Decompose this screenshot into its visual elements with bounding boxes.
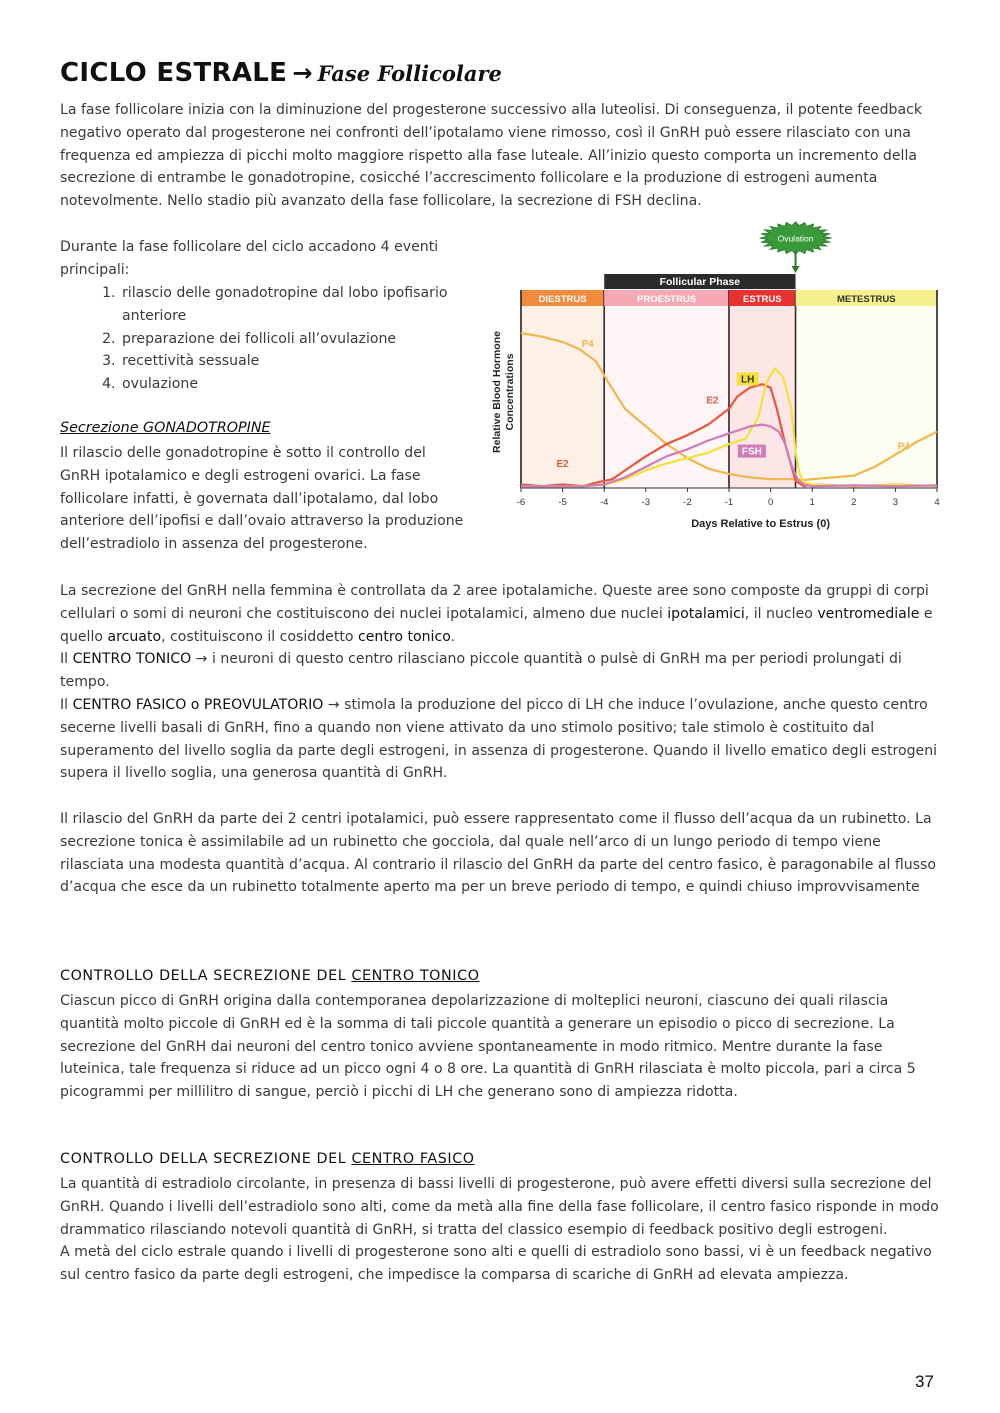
page-number: 37 (915, 1372, 934, 1391)
ovulation-arrowhead (792, 266, 800, 273)
phase-label: METESTRUS (836, 294, 896, 305)
x-tick-label: 0 (767, 497, 774, 508)
fasico-paragraph: La quantità di estradiolo circolante, in presenza di bassi livelli di progesterone, può avere effetti diversi sulla secrezione del GnRH. Quando i livelli dell’estradiolo sono alti, come da metà alla fine della fase follicolare, il centro fasico risponde in modo drammatico rilasciando notevoli quantità di GnRH, si tratta del classico esempio di feedback positivo degli estrogeni. A metà del ciclo estrale quando i livelli di progesterone sono alti e quelli di estradiolo sono bassi, vi è un feedback negativo sul centro fasico da parte degli estrogeni, che impedisce la comparsa di scariche di GnRH ad elevata ampiezza. (60, 1176, 939, 1284)
x-tick-label: -1 (724, 497, 734, 508)
list-item: 1. rilascio delle gonadotropine dal lobo ipofisario anteriore (120, 282, 465, 328)
phase-band (604, 290, 729, 488)
x-tick-label: -3 (641, 497, 651, 508)
phase-label: PROESTRUS (637, 294, 697, 305)
gonadotropine-paragraph: Il rilascio delle gonadotropine è sotto il controllo del GnRH ipotalamico e degli estrogeni ovarici. La fase follicolare infatti, è governata dall’ipotalamo, dal lobo anteriore dell’ipofisi e dall’ovaio attraverso la produzione dell’estradiolo in assenza del progesterone. (60, 445, 464, 553)
series-label-lh: LH (741, 374, 755, 386)
series-label-e2: E2 (706, 395, 719, 407)
x-axis-label: Days Relative to Estrus (0) (691, 518, 830, 530)
series-label-p4: P4 (581, 339, 594, 351)
title-arrow: → (292, 59, 313, 87)
rubinetto-paragraph: Il rilascio del GnRH da parte dei 2 centri ipotalamici, può essere rappresentato come il flusso dell’acqua da un rubinetto. La secrezione tonica è assimilabile ad un rubinetto che gocciola, dal quale nell’arco di un lungo periodo di tempo viene rilasciata una modesta quantità d’acqua. Al contrario il rilascio del GnRH da parte del centro fasico, è paragonabile al flusso d’acqua che esce da un rubinetto totalmente aperto ma per un breve periodo di tempo, e quindi chiuso improvvisamente (60, 811, 937, 896)
x-tick-label: -2 (683, 497, 692, 508)
list-item: 3. recettività sessuale (120, 350, 465, 373)
tonico-paragraph: Ciascun picco di GnRH origina dalla contemporanea depolarizzazione di molteplici neuroni, ciascuno dei quali rilascia quantità molto piccole di GnRH ed è la somma di tali piccole quantità a generare un episodio o picco di secrezione. La secrezione del GnRH dai neuroni del centro tonico avviene spontaneamente in modo ritmico. Mentre durante la fase luteinica, tale frequenza si riduce ad un picco ogni 4 o 8 ore. La quantità di GnRH rilasciata è molto piccola, pari a circa 5 picogrammi per millilitro di sangue, perciò i picchi di LH che generano sono di ampiezza ridotta. (60, 993, 916, 1101)
list-item: 4. ovulazione (120, 373, 465, 396)
title-sub: Fase Follicolare (317, 61, 502, 86)
x-tick-label: -6 (516, 497, 526, 508)
hormone-chart (486, 220, 946, 540)
ovulation-label: Ovulation (777, 233, 814, 244)
phase-label: ESTRUS (743, 294, 782, 305)
gonadotropine-heading: Secrezione GONADOTROPINE (60, 420, 271, 436)
phase-label: DIESTRUS (538, 294, 587, 305)
fasico-heading: CONTROLLO DELLA SECREZIONE DEL CENTRO FASICO (60, 1151, 475, 1167)
gnrh-areas-paragraph: La secrezione del GnRH nella femmina è controllata da 2 aree ipotalamiche. Queste aree sono composte da gruppi di corpi cellulari o somi di neuroni che costituiscono dei nuclei ipotalamici, almeno due nuclei ipotalamici, il nucleo ventromediale e quello arcuato, costituiscono il cosiddetto centro tonico. Il CENTRO TONICO → i neuroni di questo centro rilasciano piccole quantità o pulsè di GnRH ma per periodi prolungati di tempo. Il CENTRO FASICO o PREOVULATORIO → stimola la produzione del picco di LH che induce l’ovulazione, anche questo centro secerne livelli basali di GnRH, fino a quando non viene attivato da uno stimolo positivo; tale stimolo è costituito dal superamento del livello soglia da parte degli estrogeni, in assenza di progesterone. Quando il livello ematico degli estrogeni supera il livello soglia, una generosa quantità di GnRH. (60, 583, 938, 782)
x-tick-label: -5 (558, 497, 567, 508)
x-tick-label: 3 (892, 497, 899, 508)
title-main: CICLO ESTRALE (60, 58, 288, 88)
y-axis-label: Concentrations (504, 353, 516, 431)
intro-paragraph: La fase follicolare inizia con la diminuzione del progesterone successivo alla luteolisi. Di conseguenza, il potente feedback negativo operato dal progesterone nei confronti dell’ipotalamo viene rimosso, così il GnRH può essere rilasciato con una frequenza ed ampiezza di picchi molto maggiore rispetto alla fase luteale. All’inizio questo comporta un incremento della secrezione di entrambe le gonadotropine, cosicché l’accrescimento follicolare e la produzione di estrogeni aumenta notevolmente. Nello stadio più avanzato della fase follicolare, la secrezione di FSH declina. (60, 102, 923, 210)
phase-band (796, 290, 937, 488)
series-label-fsh: FSH (741, 446, 762, 458)
y-axis-label: Relative Blood Hormone (491, 331, 503, 453)
events-intro: Durante la fase follicolare del ciclo accadono 4 eventi principali: (60, 239, 439, 278)
series-label-p4: P4 (897, 441, 910, 453)
series-label-e2: E2 (556, 458, 569, 470)
x-tick-label: 1 (809, 497, 815, 508)
chart-title: Follicular Phase (659, 276, 741, 288)
x-tick-label: -4 (599, 497, 609, 508)
list-item: 2. preparazione dei follicoli all’ovulazione (120, 328, 465, 351)
events-list (90, 282, 465, 396)
x-tick-label: 4 (934, 497, 940, 508)
page-title (60, 58, 502, 88)
x-tick-label: 2 (851, 497, 857, 508)
tonico-heading: CONTROLLO DELLA SECREZIONE DEL CENTRO TONICO (60, 968, 480, 984)
